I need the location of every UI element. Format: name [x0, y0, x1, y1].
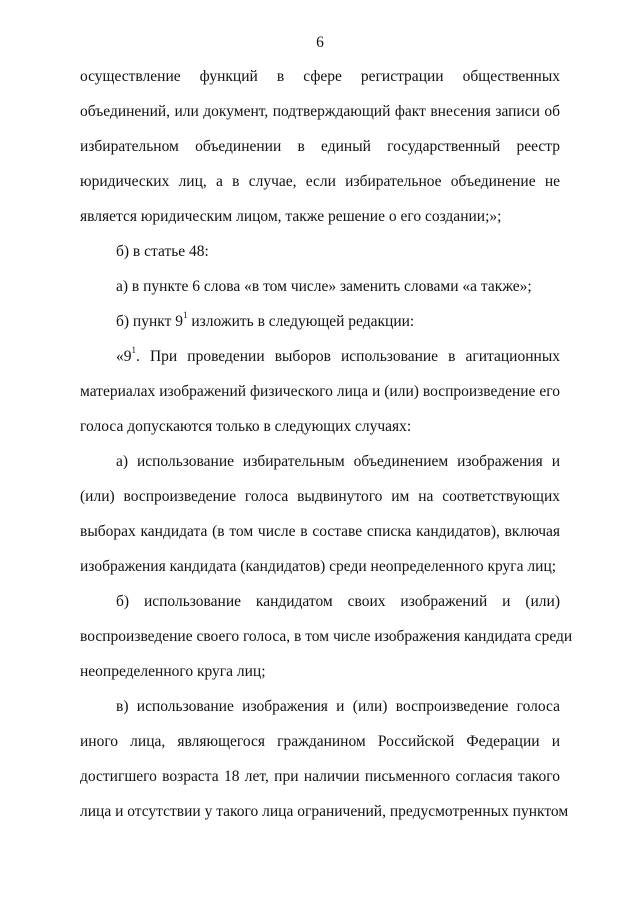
text-line: [80, 138, 560, 173]
text-line-content: достигшего возраста 18 лет, при наличии письменного согласия такого: [80, 768, 560, 785]
text-line: [80, 173, 560, 208]
text-line-content: материалах изображений физического лица и (или) воспроизведение его: [80, 383, 560, 400]
text-line: [80, 68, 560, 103]
text-line: [80, 523, 560, 558]
text-line: [80, 488, 560, 523]
text-line-content: юридических лиц, а в случае, если избирательное объединение не: [80, 173, 560, 190]
text-line-content: голоса допускаются только в следующих случаях:: [80, 418, 412, 435]
text-line-content: б) пункт 9: [116, 313, 183, 330]
text-line-content: а) использование избирательным объединением изображения и: [116, 453, 560, 470]
text-line-content: неопределенного круга лиц;: [80, 663, 266, 680]
text-line-content: иного лица, являющегося гражданином Российской Федерации и: [80, 733, 560, 750]
document-body: [80, 68, 573, 838]
text-line-content: в) использование изображения и (или) воспроизведение голоса: [116, 698, 560, 715]
text-line: [80, 768, 560, 803]
text-line-content: «9: [116, 348, 132, 365]
text-line: [80, 628, 573, 663]
text-line: [80, 558, 560, 593]
text-line: [80, 453, 560, 488]
text-line: [80, 103, 560, 138]
page-number: 6: [316, 34, 324, 51]
text-line-content: избирательном объединении в единый государственный реестр: [80, 138, 560, 155]
text-line-continuation: изложить в следующей редакции:: [187, 313, 415, 330]
text-line: [80, 698, 560, 733]
text-line-content: является юридическим лицом, также решение о его создании;»;: [80, 208, 502, 225]
text-line: [80, 803, 569, 838]
text-line: [80, 383, 560, 418]
text-line-continuation: . При проведении выборов использование в агитационных: [136, 348, 560, 365]
text-line-content: изображения кандидата (кандидатов) среди неопределенного круга лиц;: [80, 558, 557, 575]
text-line-content: выборах кандидата (в том числе в составе списка кандидатов), включая: [80, 523, 560, 540]
text-line: [80, 310, 560, 348]
text-line: [80, 733, 560, 768]
text-line-content: объединений, или документ, подтверждающий факт внесения записи об: [80, 103, 560, 120]
superscript: 1: [183, 310, 188, 320]
text-line: [80, 345, 560, 383]
text-line-content: осуществление функций в сфере регистрации общественных: [80, 68, 560, 85]
text-line: [80, 418, 560, 453]
text-line-content: б) в статье 48:: [116, 243, 209, 260]
text-line-content: (или) воспроизведение голоса выдвинутого им на соответствующих: [80, 488, 560, 505]
text-line: [80, 243, 560, 278]
text-line: [80, 208, 560, 243]
text-line: [80, 278, 560, 313]
text-line: [80, 663, 560, 698]
text-line-content: лица и отсутствии у такого лица ограничений, предусмотренных пунктом: [80, 803, 569, 820]
text-line-content: воспроизведение своего голоса, в том числе изображения кандидата среди: [80, 628, 573, 645]
superscript: 1: [131, 345, 136, 355]
text-line-content: б) использование кандидатом своих изображений и (или): [116, 593, 560, 610]
text-line: [80, 593, 560, 628]
text-line-content: а) в пункте 6 слова «в том числе» заменить словами «а также»;: [116, 278, 532, 295]
